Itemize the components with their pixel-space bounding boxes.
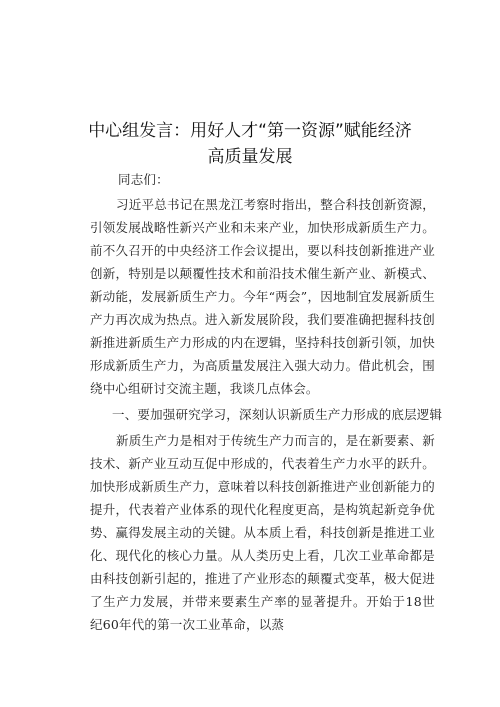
title-line-1: 中心组发言：用好人才“第一资源”赋能经济	[88, 121, 412, 141]
paragraph-section-1: 新质生产力是相对于传统生产力而言的，是在新要素、新技术、新产业互动互促中形成的，代表着生产力水平的跃升。加快形成新质生产力，意味着以科技创新推进产业创新能力的提升，代表着产业体系的现代化程度更高，是构筑起新竞争优势、赢得发展主动的关键。从本质上看，科技创新是推进工业化、现代化的核心力量。从人类历史上看，几次工业革命都是由科技创新引起的，推进了产业形态的颠覆式变革，极大促进了生产力发展，并带来要素生产率的显著提升。开始于18世纪60年代的第一次工业革命，以蒸	[90, 433, 435, 632]
title-line-2: 高质量发展	[207, 147, 293, 167]
paragraph-intro: 习近平总书记在黑龙江考察时指出，整合科技创新资源，引领发展战略性新兴产业和未来产业，加快形成新质生产力。前不久召开的中央经济工作会议提出，要以科技创新推进产业创新，特别是以颠覆性技术和前沿技术催生新产业、新模式、新动能，发展新质生产力。今年“两会”，因地制宜发展新质生产力再次成为热点。进入新发展阶段，我们要准确把握科技创新推进新质生产力形成的内在逻辑，坚持科技创新引领，加快形成新质生产力，为高质量发展注入强大动力。借此机会，围绕中心组研讨交流主题，我谈几点体会。	[90, 197, 435, 396]
section-heading-1: 一、要加强研究学习，深刻认识新质生产力形成的底层逻辑	[112, 407, 443, 422]
salutation: 同志们：	[118, 172, 169, 187]
document-title	[0, 118, 500, 170]
